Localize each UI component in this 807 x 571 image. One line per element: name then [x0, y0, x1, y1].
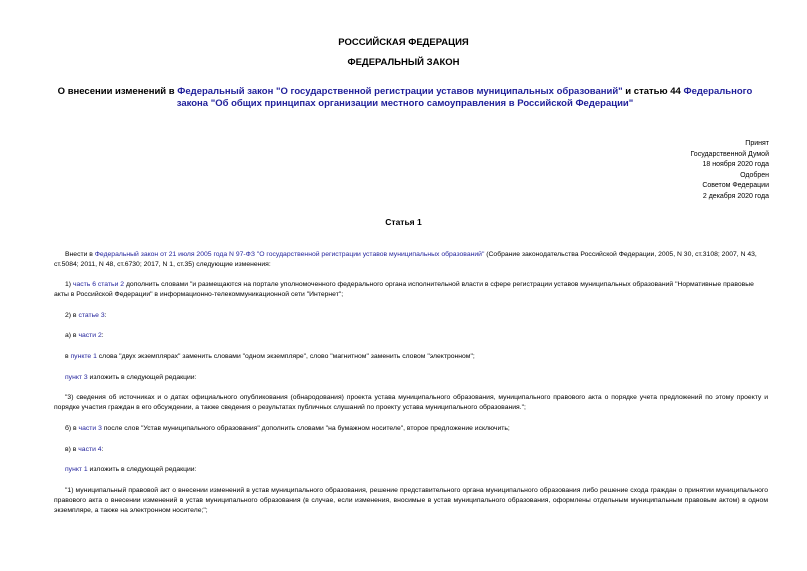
p2c-link[interactable]: части 4: [78, 446, 102, 453]
paragraph-1: [54, 280, 768, 300]
title-link-law-131[interactable]: Федерального закона "Об общих принципах организации местного самоуправления в Российской Федерации": [176, 86, 753, 109]
paragraph-2b: [54, 424, 768, 434]
intro-rest: (Собрание законодательства Российской Федерации, 2005, N 30, ст.3108; 2007, N 43, ст.5084; 2011, N 48, ст.6730; 2017, N 1, ст.35) следующие изменения:: [54, 251, 757, 269]
p2-link[interactable]: статье 3: [78, 312, 105, 319]
title-prefix: О внесении изменений в: [57, 86, 178, 97]
paragraph-2c-1: [54, 465, 768, 475]
intro-prefix: Внести в: [65, 251, 95, 258]
paragraph-2a: [54, 331, 768, 341]
p2a1-prefix: в: [65, 353, 71, 360]
intro-paragraph: [54, 250, 768, 270]
p2a-link[interactable]: части 2: [78, 332, 102, 339]
intro-law-link[interactable]: Федеральный закон от 21 июля 2005 года N 97-ФЗ "О государственной регистрации уставов муниципальных образований": [94, 251, 485, 258]
p2a-suffix: :: [101, 332, 104, 339]
paragraph-2: [54, 311, 768, 321]
p2-prefix: 2) в: [65, 312, 79, 319]
article-heading: Статья 1: [385, 217, 422, 227]
p2b-link[interactable]: части 3: [78, 425, 102, 432]
p2b-rest: после слов "Устав муниципального образования" дополнить словами "на бумажном носителе", второе предложение исключить;: [101, 425, 510, 432]
acceptance-line: Одобрен: [740, 171, 769, 179]
p2c1-link[interactable]: пункт 1: [65, 466, 88, 473]
paragraph-2c: [54, 445, 768, 455]
paragraph-2a-2: [54, 373, 768, 383]
p2c1-rest: изложить в следующей редакции:: [87, 466, 197, 473]
p2c-suffix: :: [101, 446, 104, 453]
law-title: [55, 86, 755, 110]
acceptance-block: [690, 139, 769, 202]
p2a2-rest: изложить в следующей редакции:: [87, 374, 197, 381]
country-header: РОССИЙСКАЯ ФЕДЕРАЦИЯ: [338, 37, 469, 48]
p1-link[interactable]: часть 6 статьи 2: [72, 281, 125, 288]
acceptance-line: Государственной Думой: [690, 150, 769, 158]
p2a1-rest: слова "двух экземплярах" заменить словами "одном экземпляре", слово "магнитном" заменить словом "электронном";: [96, 353, 475, 360]
acceptance-line: 18 ноября 2020 года: [702, 161, 769, 168]
acceptance-line: Советом Федерации: [702, 182, 769, 189]
acceptance-line: Принят: [745, 140, 769, 147]
p2-suffix: :: [104, 312, 107, 319]
p2b-prefix: б) в: [65, 425, 79, 432]
p1-rest: дополнить словами "и размещаются на портале уполномоченного федерального органа исполнительной власти в сфере регистрации уставов муниципальных образований "Нормативные правовые акты в Российской Федерации" в информационно-телекоммуникационной сети "Интернет";: [54, 281, 754, 299]
p2a-prefix: а) в: [65, 332, 79, 339]
acceptance-line: 2 декабря 2020 года: [702, 192, 769, 200]
paragraph-2a-3: "3) сведения об источниках и о датах официального опубликования (обнародования) проекта устава муниципального образования, муниципального правового акта о порядке учета предложений по этому проекту и порядке участия граждан в его обсуждении, а также сведения о результатах публичных слушаний по проекту устава муниципального образования.";: [54, 394, 768, 412]
p1-prefix: 1): [65, 281, 73, 288]
doc-type-header: ФЕДЕРАЛЬНЫЙ ЗАКОН: [347, 57, 460, 68]
paragraph-2c-2: "1) муниципальный правовой акт о внесении изменений в устав муниципального образования, решение представительного органа муниципального образования либо решение схода граждан о принятии муниципального правового акта о внесении изменений в устав муниципального образования (в случае, если изменения, вносимые в устав муниципального образования, оформлены отдельным муниципальным правовым актом) в одном экземпляре, а также на электронном носителе;";: [54, 487, 768, 515]
title-link-law-97[interactable]: Федеральный закон "О государственной регистрации уставов муниципальных образований": [177, 86, 623, 97]
p2c-prefix: в) в: [65, 446, 79, 453]
p2a1-link[interactable]: пункте 1: [70, 353, 97, 360]
paragraph-2a-1: [54, 352, 768, 362]
title-middle: и статью 44: [622, 86, 684, 97]
p2a2-link[interactable]: пункт 3: [65, 374, 88, 381]
